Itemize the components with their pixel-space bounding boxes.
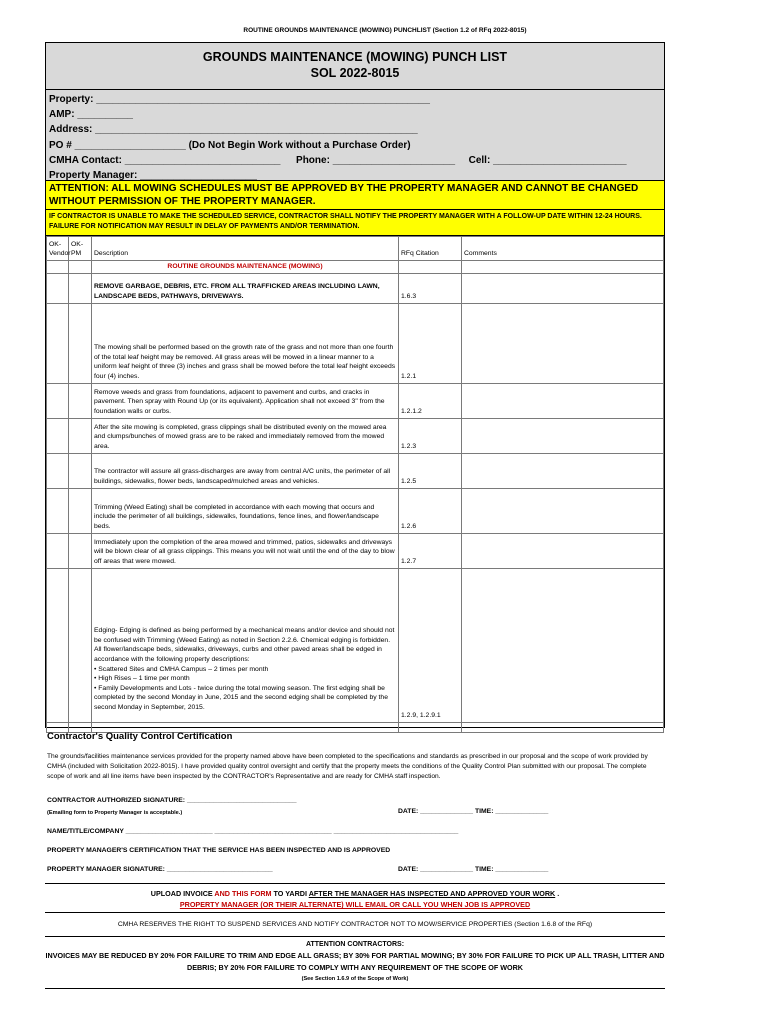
edging-bullet-high-rises: • High Rises – 1 time per month: [94, 675, 190, 683]
property-manager-field[interactable]: Property Manager: _____________________: [49, 170, 257, 182]
emailing-note: (Emailing form to Property Manager is acceptable.): [47, 810, 183, 816]
po-field[interactable]: PO # ____________________ (Do Not Begin Work without a Purchase Order): [49, 139, 411, 151]
comments-cell[interactable]: [462, 488, 664, 533]
invoice-reduction-terms: INVOICES MAY BE REDUCED BY 20% FOR FAILURE TO TRIM AND EDGE ALL GRASS; BY 30% FOR PARTIAL MOWING; BY 30% FOR FAILURE TO PICK UP ALL TRASH, LITTER AND DEBRIS; BY 20% FOR FAILURE TO COMPLY WITH ANY REQUIREMENT OF THE SCOPE OF WORK: [45, 951, 665, 972]
punch-list-table: [46, 236, 664, 733]
table-row: [47, 418, 664, 453]
ok-pm-cell[interactable]: [69, 418, 92, 453]
upload-line: UPLOAD INVOICE AND THIS FORM TO YARDI AFTER THE MANAGER HAS INSPECTED AND APPROVED YOUR WORK .: [150, 889, 560, 898]
punch-list-frame: [45, 42, 665, 728]
amp-field[interactable]: AMP: __________: [49, 109, 133, 121]
row-description: [92, 568, 399, 722]
approval-notice: PROPERTY MANAGER (OR THEIR ALTERNATE) WILL EMAIL OR CALL YOU WHEN JOB IS APPROVED: [179, 900, 531, 909]
column-ok-vendor: OK- Vendor: [47, 237, 69, 261]
row-description: REMOVE GARBAGE, DEBRIS, ETC. FROM ALL TRAFFICKED AREAS INCLUDING LAWN, LANDSCAPE BEDS, PATHWAYS, DRIVEWAYS.: [92, 273, 399, 303]
row-rfq: 1.2.9, 1.2.9.1: [399, 568, 462, 722]
ok-vendor-cell[interactable]: [47, 383, 69, 418]
edging-definition: Edging- Edging is defined as being performed by a mechanical means and/or device and should not be confused with Trimming (Weed Eating) as noted in Section 2.2.6. Chemical edging is forbidden.: [94, 627, 395, 644]
row-description: Remove weeds and grass from foundations, adjacent to pavement and curbs, and cracks in pavement. Then spray with Round Up (or its equivalent). Application shall not exceed 3" from the foundation walls or curbs.: [92, 383, 399, 418]
phone-field[interactable]: Phone: ______________________: [296, 154, 456, 166]
solicitation-number: SOL 2022-8015: [310, 66, 400, 80]
pm-signature-line[interactable]: PROPERTY MANAGER SIGNATURE: ____________________________: [47, 866, 273, 873]
edging-bullet-family: • Family Developments and Lots - twice during the total mowing season. The first edging shall be completed by the second Monday in June, 2015 and the second edging shall be completed by the second Monday in September, 2015.: [94, 684, 388, 711]
row-rfq: 1.2.1.2: [399, 383, 462, 418]
scope-reference: (See Section 1.6.9 of the Scope of Work): [301, 976, 409, 982]
comments-cell[interactable]: [462, 453, 664, 488]
row-description: Immediately upon the completion of the area mowed and trimmed, patios, sidewalks and driveways will be blown clear of all grass clippings. This means you will not wait until the end of the day to blow off areas that were mowed.: [92, 533, 399, 568]
attention-banner: ATTENTION: ALL MOWING SCHEDULES MUST BE APPROVED BY THE PROPERTY MANAGER AND CANNOT BE CHANGED WITHOUT PERMISSION OF THE PROPERTY MANAGER.: [46, 181, 664, 210]
certification-body: The grounds/facilities maintenance services provided for the property named above have been completed to the specifications and standards as prescribed in our proposal and the scope of work provided by CMHA (included with Solicitation 2022-8015). I have provided quality control oversight and certify that the property meets the conditions of the Quality Control Plan submitted with our proposal. The complete scope of work and all line items have been inspected by the CONTRACTOR's Representative and are ready for CMHA staff inspection.: [47, 753, 648, 780]
name-title-company-line[interactable]: NAME/TITLE/COMPANY _______________________ _______________________________ _________________________________: [47, 828, 459, 835]
table-row: [47, 533, 664, 568]
row-rfq: 1.2.1: [399, 303, 462, 383]
ok-vendor-cell[interactable]: [47, 453, 69, 488]
pm-certification-heading: PROPERTY MANAGER'S CERTIFICATION THAT THE SERVICE HAS BEEN INSPECTED AND IS APPROVED: [47, 847, 391, 854]
property-info-box: [46, 90, 664, 181]
section-row: [47, 261, 664, 274]
ok-vendor-cell[interactable]: [47, 488, 69, 533]
ok-pm-cell[interactable]: [69, 303, 92, 383]
table-row: [47, 453, 664, 488]
ok-pm-cell[interactable]: [69, 383, 92, 418]
upload-instructions: [45, 883, 665, 913]
suspension-notice: CMHA RESERVES THE RIGHT TO SUSPEND SERVICES AND NOTIFY CONTRACTOR NOT TO MOW/SERVICE PROPERTIES (Section 1.6.8 of the RFq): [45, 913, 665, 937]
table-row: [47, 273, 664, 303]
column-ok-pm: OK- PM: [69, 237, 92, 261]
edging-bullet-scattered: • Scattered Sites and CMHA Campus – 2 times per month: [94, 665, 269, 673]
edging-requirement: All flower/landscape beds, sidewalks, driveways, curbs and other paved areas shall be edged in accordance with the following property descriptions:: [94, 646, 382, 664]
ok-vendor-cell[interactable]: [47, 273, 69, 303]
row-description: Trimming (Weed Eating) shall be completed in accordance with each mowing that occurs and include the perimeter of all buildings, sidewalks, foundations, fence lines, and flower/landscape beds.: [92, 488, 399, 533]
certification-section: [45, 731, 665, 782]
contractor-signature-line[interactable]: CONTRACTOR AUTHORIZED SIGNATURE: _____________________________: [47, 797, 297, 804]
certification-title: Contractor's Quality Control Certification: [47, 731, 233, 742]
row-rfq: 1.2.6: [399, 488, 462, 533]
row-description: The contractor will assure all grass-discharges are away from central A/C units, the perimeter of all buildings, sidewalks, flower beds, landscaped/mulched areas and vehicles.: [92, 453, 399, 488]
cell-field[interactable]: Cell: ________________________: [468, 154, 627, 166]
comments-cell[interactable]: [462, 418, 664, 453]
contact-line: [49, 153, 661, 168]
ok-vendor-cell[interactable]: [47, 533, 69, 568]
table-row: [47, 568, 664, 722]
ok-vendor-cell[interactable]: [47, 418, 69, 453]
column-rfq-citation: RFq Citation: [399, 237, 462, 261]
column-description: Description: [92, 237, 399, 261]
comments-cell[interactable]: [462, 568, 664, 722]
attention-contractors-box: [45, 937, 665, 989]
section-title: ROUTINE GROUNDS MAINTENANCE (MOWING): [92, 261, 399, 274]
row-rfq: 1.2.5: [399, 453, 462, 488]
comments-cell[interactable]: [462, 303, 664, 383]
row-rfq: 1.2.3: [399, 418, 462, 453]
column-comments: Comments: [462, 237, 664, 261]
attention-contractors-heading: ATTENTION CONTRACTORS:: [305, 941, 405, 948]
property-field[interactable]: Property: ____________________________________________________________: [49, 94, 430, 105]
document-title: GROUNDS MAINTENANCE (MOWING) PUNCH LIST: [202, 50, 508, 64]
cmha-contact-field[interactable]: CMHA Contact: ____________________________: [49, 154, 281, 166]
pm-date-time-line[interactable]: DATE: ______________ TIME: ______________: [398, 866, 549, 873]
column-header-row: [47, 237, 664, 261]
ok-pm-cell[interactable]: [69, 453, 92, 488]
contractor-date-time-line[interactable]: DATE: ______________ TIME: ______________: [398, 808, 549, 815]
comments-cell[interactable]: [462, 383, 664, 418]
ok-vendor-cell[interactable]: [47, 303, 69, 383]
ok-pm-cell[interactable]: [69, 488, 92, 533]
contractor-notification-note: IF CONTRACTOR IS UNABLE TO MAKE THE SCHEDULED SERVICE, CONTRACTOR SHALL NOTIFY THE PROPERTY MANAGER WITH A FOLLOW-UP DATE WITHIN 12-24 HOURS. FAILURE FOR NOTIFICATION MAY RESULT IN DELAY OF PAYMENTS AND/OR TERMINATION.: [46, 210, 664, 236]
ok-pm-cell[interactable]: [69, 533, 92, 568]
ok-pm-cell[interactable]: [69, 273, 92, 303]
document-header: ROUTINE GROUNDS MAINTENANCE (MOWING) PUNCHLIST (Section 1.2 of RFq 2022-8015): [243, 27, 527, 34]
title-box: [46, 43, 664, 90]
row-rfq: 1.6.3: [399, 273, 462, 303]
table-row: [47, 383, 664, 418]
table-row: [47, 488, 664, 533]
row-description: The mowing shall be performed based on the growth rate of the grass and not more than one fourth of the total leaf height may be removed. All grass areas will be mowed in a linear manner to a uniform leaf height of three (3) inches and grass shall be mowed before the total leaf height exceeds four (4) inches.: [92, 303, 399, 383]
ok-pm-cell[interactable]: [69, 568, 92, 722]
comments-cell[interactable]: [462, 533, 664, 568]
row-description: After the site mowing is completed, grass clippings shall be distributed evenly on the mowed area and clumps/bunches of mowed grass are to be raked and immediately removed from the mowed area.: [92, 418, 399, 453]
row-rfq: 1.2.7: [399, 533, 462, 568]
comments-cell[interactable]: [462, 273, 664, 303]
ok-vendor-cell[interactable]: [47, 568, 69, 722]
address-field[interactable]: Address: __________________________________________________________: [49, 124, 418, 136]
table-row: [47, 303, 664, 383]
